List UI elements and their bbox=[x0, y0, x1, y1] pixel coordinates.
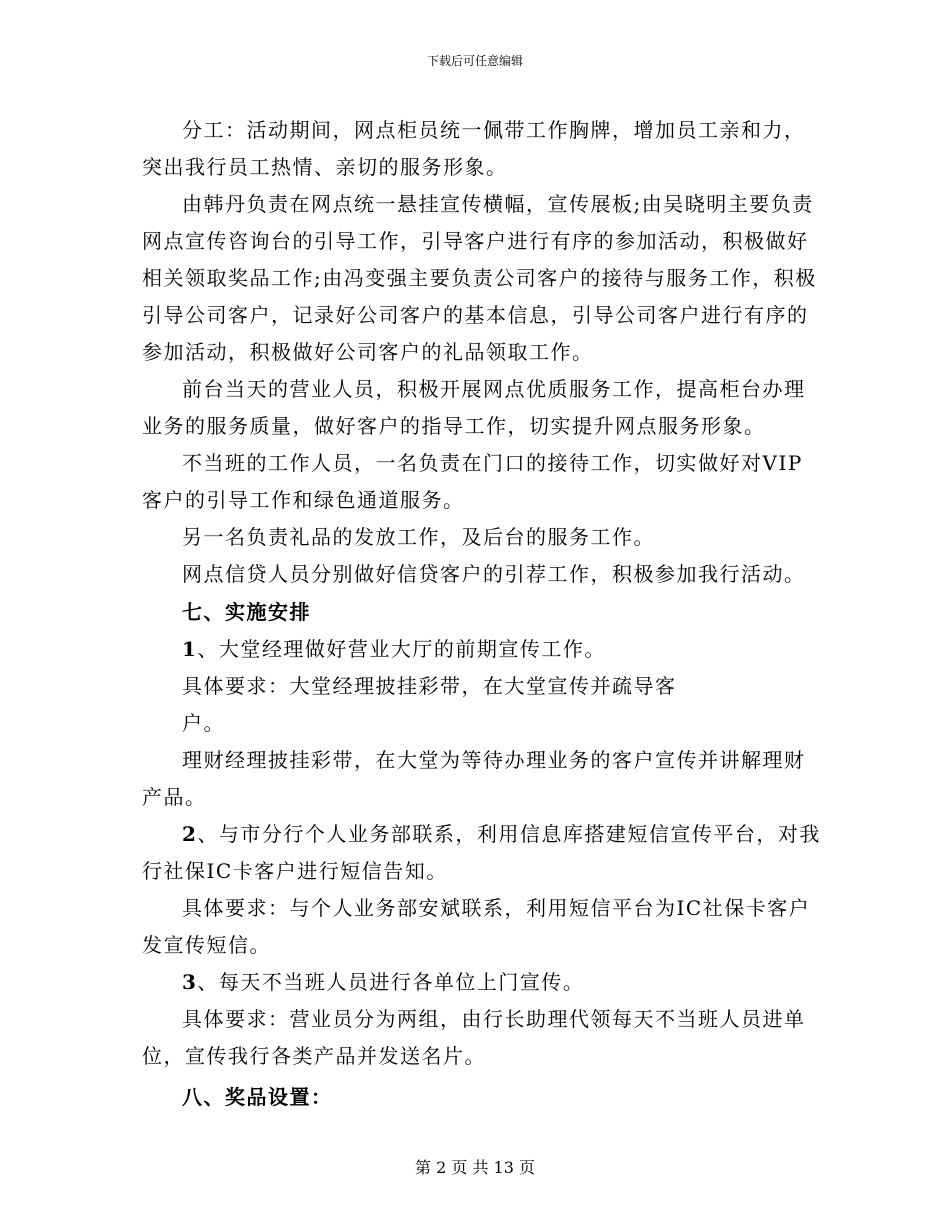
requirement-1b: 户。 bbox=[182, 711, 225, 735]
paragraph-division: 分工：活动期间，网点柜员统一佩带工作胸牌，增加员工亲和力，突出我行员工热情、亲切的服务形象。 bbox=[142, 118, 806, 179]
list-item-2-number: 2 bbox=[182, 822, 198, 846]
paragraph-staff-duties: 由韩丹负责在网点统一悬挂宣传横幅，宣传展板;由吴晓明主要负责网点宣传咨询台的引导工作，引导客户进行有序的参加活动，积极做好相关领取奖品工作;由冯变强主要负责公司客户的接待与服务工作，积极引导公司客户，记录好公司客户的基本信息，引导公司客户进行有序的参加活动，积极做好公司客户的礼品领取工作。 bbox=[142, 192, 817, 364]
list-item-2 bbox=[142, 816, 822, 890]
requirement-1c: 理财经理披挂彩带，在大堂为等待办理业务的客户宣传并讲解理财产品。 bbox=[142, 748, 806, 809]
paragraph-credit-staff: 网点信贷人员分别做好信贷客户的引荐工作，积极参加我行活动。 bbox=[182, 562, 806, 586]
list-item-1-number: 1 bbox=[182, 637, 198, 661]
requirement-3: 具体要求：营业员分为两组，由行长助理代领每天不当班人员进单位，宣传我行各类产品并发送名片。 bbox=[142, 1007, 806, 1068]
list-item-3 bbox=[142, 964, 822, 1001]
list-item-2-text: 、与市分行个人业务部联系，利用信息库搭建短信宣传平台，对我行社保IC卡客户进行短信告知。 bbox=[142, 822, 821, 883]
paragraph-off-duty: 不当班的工作人员，一名负责在门口的接待工作，切实做好对VIP客户的引导工作和绿色通道服务。 bbox=[142, 451, 803, 512]
paragraph-gift-distribution: 另一名负责礼品的发放工作，及后台的服务工作。 bbox=[182, 525, 655, 549]
page-header: 下载后可任意编辑 bbox=[426, 54, 523, 68]
page-footer: 第 2 页 共 13 页 bbox=[415, 1158, 535, 1177]
requirement-1a: 具体要求：大堂经理披挂彩带，在大堂宣传并疏导客 bbox=[182, 674, 677, 698]
requirement-2: 具体要求：与个人业务部安斌联系，利用短信平台为IC社保卡客户发宣传短信。 bbox=[142, 896, 811, 957]
paragraph-front-desk: 前台当天的营业人员，积极开展网点优质服务工作，提高柜台办理业务的服务质量，做好客户的指导工作，切实提升网点服务形象。 bbox=[142, 377, 806, 438]
document-body bbox=[142, 112, 822, 1116]
list-item-1 bbox=[142, 631, 822, 668]
section-heading-implementation: 七、实施安排 bbox=[182, 600, 311, 624]
list-item-3-text: 、每天不当班人员进行各单位上门宣传。 bbox=[197, 970, 585, 994]
section-heading-prizes: 八、奖品设置： bbox=[182, 1085, 333, 1109]
list-item-1-text: 、大堂经理做好营业大厅的前期宣传工作。 bbox=[197, 637, 606, 661]
list-item-3-number: 3 bbox=[182, 970, 198, 994]
